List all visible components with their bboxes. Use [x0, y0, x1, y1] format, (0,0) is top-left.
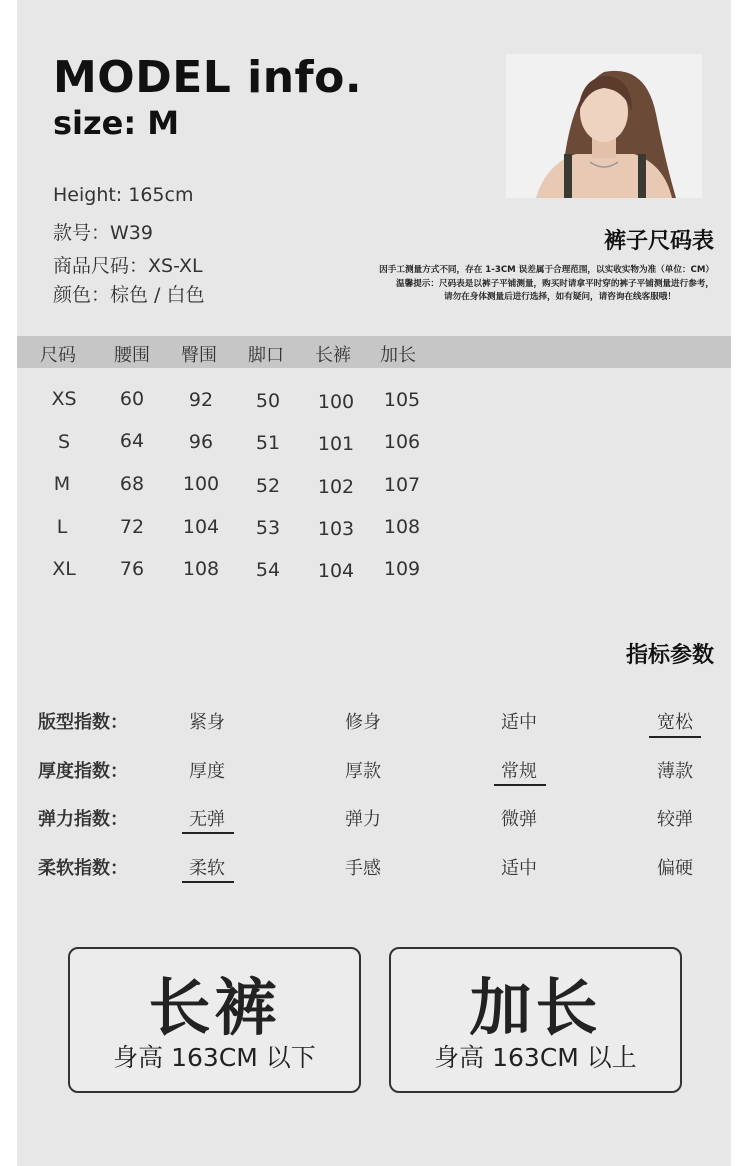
table-cell: 60 — [119, 388, 145, 410]
model-height: Height: 165cm — [53, 184, 194, 206]
size-chart-note-1: 因手工测量方式不同，存在 1-3CM 误差属于合理范围，以实收实物为准（单位：CM） — [379, 265, 714, 275]
table-cell: XS — [51, 388, 77, 410]
table-cell: 107 — [383, 474, 421, 496]
table-cell: 54 — [255, 559, 281, 581]
index-option: 手感 — [345, 858, 381, 879]
index-label: 弹力指数： — [38, 809, 128, 830]
index-option: 适中 — [501, 858, 537, 879]
table-cell: 104 — [182, 516, 220, 538]
index-option: 偏硬 — [657, 858, 693, 879]
index-option-selected: 常规 — [501, 761, 537, 782]
selected-underline — [494, 784, 546, 786]
table-cell: 106 — [383, 431, 421, 453]
table-cell: 100 — [182, 473, 220, 495]
table-cell: 76 — [119, 558, 145, 580]
selected-underline — [182, 832, 234, 834]
index-label: 厚度指数： — [38, 761, 128, 782]
table-cell: 100 — [317, 391, 355, 413]
index-option: 微弹 — [501, 809, 537, 830]
header-extra-long: 加长 — [380, 345, 416, 366]
selected-underline — [649, 736, 701, 738]
selected-underline — [182, 881, 234, 883]
table-cell: M — [53, 473, 71, 495]
table-cell: 51 — [255, 432, 281, 454]
index-option: 薄款 — [657, 761, 693, 782]
model-size: size: M — [53, 104, 180, 142]
table-cell: XL — [52, 558, 76, 580]
index-label: 版型指数： — [38, 712, 128, 733]
index-option: 弹力 — [345, 809, 381, 830]
model-style-number: 款号：W39 — [53, 222, 153, 244]
header-leg-opening: 脚口 — [248, 345, 284, 366]
size-chart-note-3: 请勿在身体测量后进行选择，如有疑问，请咨询在线客服哦！ — [443, 292, 676, 302]
long-pants-height: 身高 163CM 以下 — [113, 1043, 316, 1072]
size-chart-note-2: 温馨提示：尺码表是以裤子平铺测量，购买时请拿平时穿的裤子平铺测量进行参考， — [396, 279, 714, 289]
extra-long-title: 加长 — [469, 971, 602, 1044]
table-cell: 105 — [383, 389, 421, 411]
table-cell: 64 — [119, 430, 145, 452]
index-option: 适中 — [501, 712, 537, 733]
table-cell: 68 — [119, 473, 145, 495]
model-info-title: MODEL info. — [53, 52, 363, 103]
table-cell: 101 — [317, 433, 355, 455]
table-cell: 52 — [255, 475, 281, 497]
size-chart-title: 裤子尺码表 — [603, 229, 714, 254]
index-option: 厚款 — [345, 761, 381, 782]
table-cell: 109 — [383, 558, 421, 580]
index-option: 厚度 — [189, 761, 225, 782]
long-pants-title: 长裤 — [148, 971, 281, 1044]
table-cell: S — [57, 431, 71, 453]
model-portrait-image — [506, 54, 702, 198]
header-long-pants: 长裤 — [315, 345, 351, 366]
table-cell: 108 — [383, 516, 421, 538]
table-cell: 96 — [188, 431, 214, 453]
header-hip: 臀围 — [181, 345, 217, 366]
index-label: 柔软指数： — [38, 858, 128, 879]
index-option: 紧身 — [189, 712, 225, 733]
index-option-selected: 无弹 — [189, 809, 225, 830]
table-cell: 53 — [255, 517, 281, 539]
header-size: 尺码 — [40, 345, 76, 366]
extra-long-height: 身高 163CM 以上 — [434, 1043, 637, 1072]
index-option-selected: 宽松 — [657, 712, 693, 733]
table-cell: 92 — [188, 389, 214, 411]
index-option: 较弹 — [657, 809, 693, 830]
model-size-range: 商品尺码：XS-XL — [53, 255, 203, 277]
model-colors: 颜色：棕色 / 白色 — [53, 284, 205, 306]
table-cell: 102 — [317, 476, 355, 498]
table-cell: 103 — [317, 518, 355, 540]
table-cell: 104 — [317, 560, 355, 582]
header-waist: 腰围 — [114, 345, 150, 366]
indices-title: 指标参数 — [625, 643, 714, 668]
table-cell: 50 — [255, 390, 281, 412]
table-cell: L — [56, 516, 68, 538]
index-option-selected: 柔软 — [189, 858, 225, 879]
model-photo — [506, 54, 702, 198]
index-option: 修身 — [345, 712, 381, 733]
table-cell: 108 — [182, 558, 220, 580]
table-cell: 72 — [119, 516, 145, 538]
